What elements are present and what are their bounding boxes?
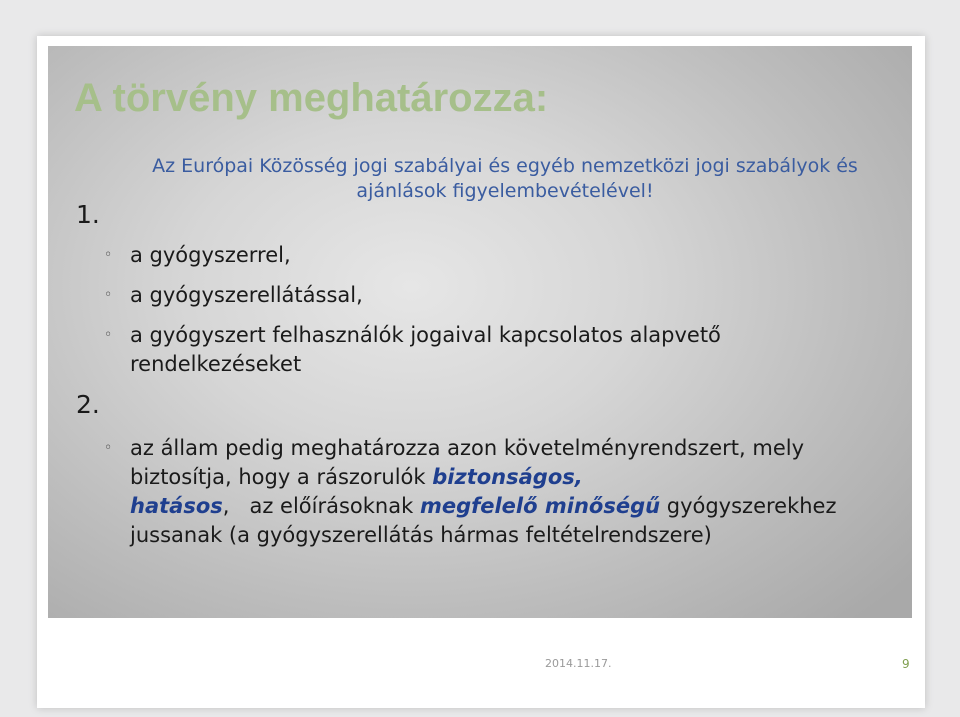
list-number-1: 1. [76, 200, 100, 229]
bullet-circle-icon: ◦ [104, 247, 113, 263]
bullet-circle-icon: ◦ [104, 327, 113, 343]
emphasis-proper-quality: megfelelő minőségű [419, 494, 661, 518]
bullet-text: a gyógyszert felhasználók jogaival kapcsolatos alapvető rendelkezéseket [130, 323, 721, 376]
bullet-text-part-1: az állam pedig meghatározza azon követelményrendszert, mely biztosítja, hogy a rászorulók [130, 436, 805, 489]
bullet-text [130, 434, 890, 550]
slide-title: A törvény meghatározza: [74, 76, 549, 120]
bullet-item [104, 321, 890, 379]
footer-date: 2014.11.17. [545, 657, 612, 670]
bullet-text-part-3: gyógyszerekhez jussanak (a gyógyszerellátás hármas feltételrendszere) [130, 494, 837, 547]
bullet-text: a gyógyszerellátással, [130, 283, 363, 307]
bullet-item [104, 241, 890, 270]
emphasis-safe-effective: biztonságos, hatásos [130, 465, 583, 518]
bullet-circle-icon: ◦ [104, 287, 113, 303]
bullet-item [104, 281, 890, 310]
list-number-2: 2. [76, 390, 100, 419]
bullet-item [104, 434, 890, 550]
bullet-text: a gyógyszerrel, [130, 243, 291, 267]
bullet-text-part-2: , az előírásoknak [222, 494, 420, 518]
bullet-circle-icon: ◦ [104, 440, 113, 456]
page-number: 9 [902, 657, 910, 671]
intro-text: Az Európai Közösség jogi szabályai és egyéb nemzetközi jogi szabályok és ajánlások figyelembevételével! [152, 155, 858, 202]
